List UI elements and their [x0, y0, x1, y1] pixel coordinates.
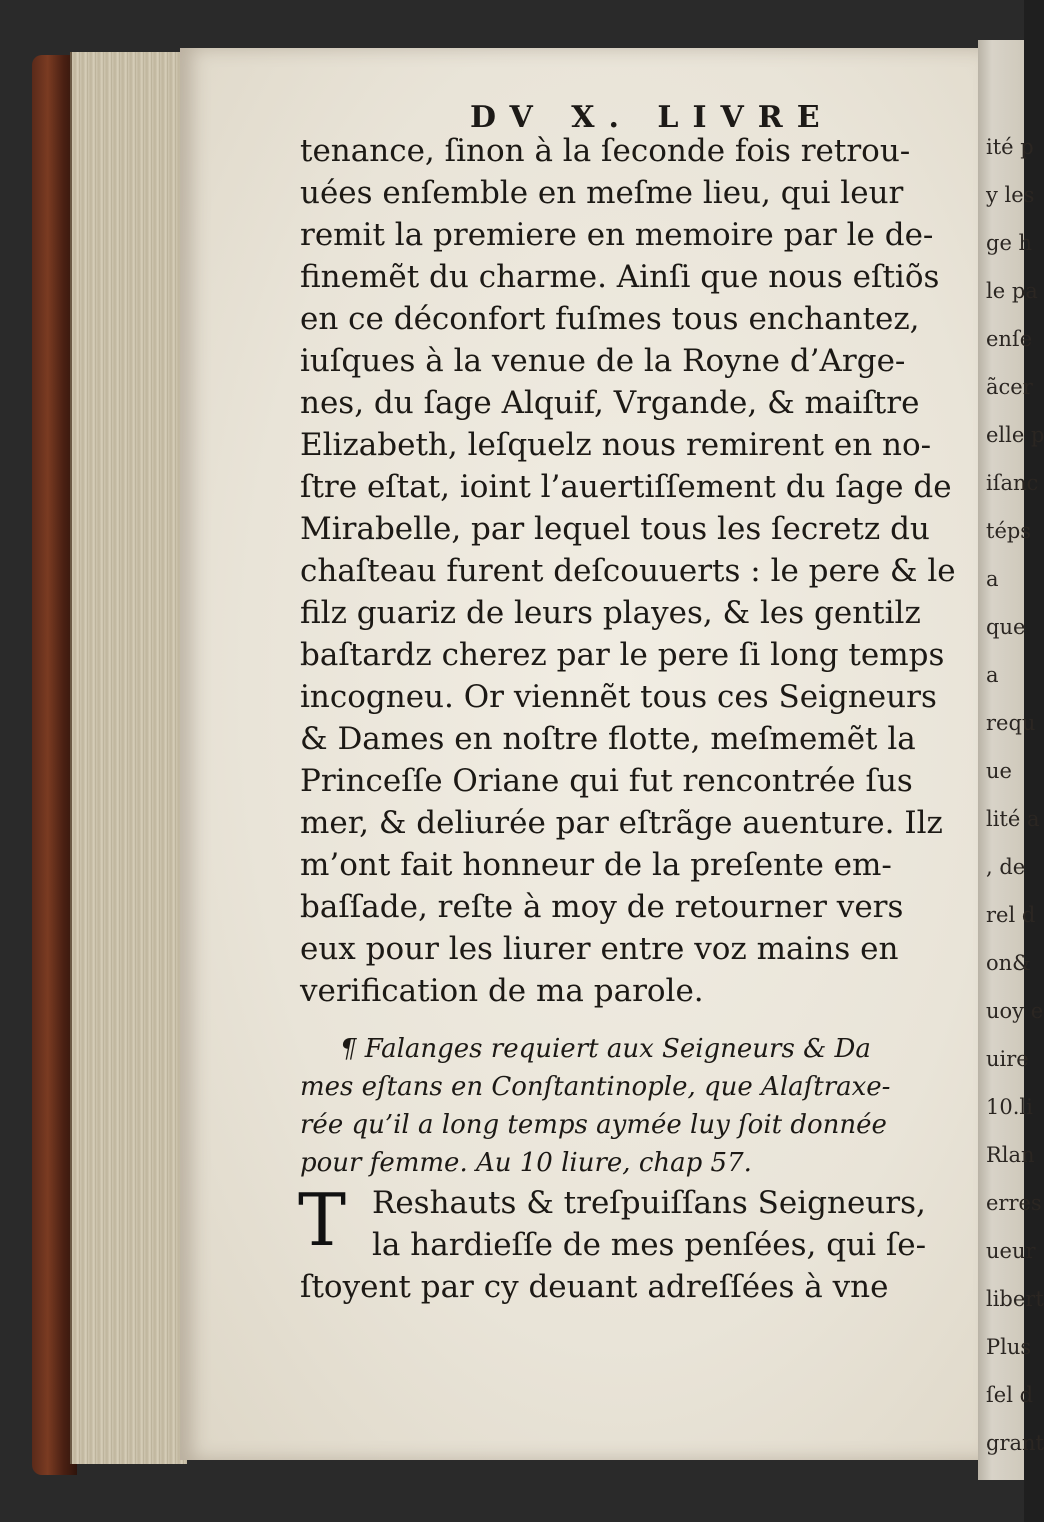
text-line: verification de ma parole. — [300, 973, 704, 1009]
facing-page-fragment: le pa — [986, 279, 1038, 303]
facing-page-fragment: ueur — [986, 1239, 1036, 1263]
text-line: uées enſemble en meſme lieu, qui leur — [300, 175, 904, 211]
facing-page-fragment: y les — [986, 183, 1035, 207]
facing-page-fragment: téps — [986, 519, 1032, 543]
running-head: DV X. LIVRE — [470, 100, 834, 135]
facing-page-fragment: ité p — [986, 135, 1034, 159]
facing-page — [978, 40, 1044, 1480]
heading-line: rée qu’il a long temps aymée luy ſoit donnée — [300, 1110, 887, 1140]
text-line: baſſade, reſte à moy de retourner vers — [300, 889, 904, 925]
facing-page-fragment: lité a — [986, 807, 1040, 831]
text-line: baſtardz cherez par le pere ſi long temps — [300, 637, 945, 673]
facing-page-fragment: grant — [986, 1431, 1044, 1455]
text-line: en ce déconfort fuſmes tous enchantez, — [300, 301, 920, 337]
text-line: ſtoyent par cy deuant adreſſées à vne — [300, 1269, 889, 1305]
facing-page-fragment: ſel d — [986, 1383, 1034, 1407]
facing-page-fragment: rel d — [986, 903, 1036, 927]
facing-page-fragment: ue — [986, 759, 1012, 783]
text-line: la hardieſſe de mes penſées, qui ſe- — [372, 1227, 927, 1263]
text-line: Mirabelle, par lequel tous les ſecretz du — [300, 511, 930, 547]
text-line: tenance, ſinon à la ſeconde fois retrou- — [300, 133, 911, 169]
body-text — [300, 130, 956, 1012]
facing-page-fragment: uire — [986, 1047, 1029, 1071]
facing-page-fragment: erres — [986, 1191, 1042, 1215]
text-line: eux pour les liurer entre voz mains en — [300, 931, 899, 967]
facing-page-fragment: , de — [986, 855, 1026, 879]
facing-page-fragment: ãcer — [986, 375, 1033, 399]
page-edges — [70, 52, 187, 1464]
facing-page-fragment: libert — [986, 1287, 1044, 1311]
drop-cap: T — [298, 1178, 347, 1262]
heading-line: ¶ Falanges requiert aux Seigneurs & Da — [340, 1034, 871, 1064]
text-line: ſtre eſtat, ioint l’auertiſſement du ſage de — [300, 469, 952, 505]
facing-page-fragment: ge h — [986, 231, 1033, 255]
text-line: chaſteau furent deſcouuerts : le pere & le — [300, 553, 956, 589]
chapter-heading — [300, 1030, 940, 1182]
text-line: iuſques à la venue de la Royne d’Arge- — [300, 343, 906, 379]
text-line: & Dames en noſtre flotte, meſmemẽt la — [300, 721, 916, 757]
facing-page-fragment: uoy e — [986, 999, 1044, 1023]
facing-page-fragment: Rlan — [986, 1143, 1035, 1167]
text-line: Princeſſe Oriane qui fut rencontrée ſus — [300, 763, 913, 799]
facing-page-fragment: que — [986, 615, 1026, 639]
text-line: finemẽt du charme. Ainſi que nous eſtiõs — [300, 259, 940, 295]
facing-page-fragment: requ — [986, 711, 1036, 735]
text-line: remit la premiere en memoire par le de- — [300, 217, 934, 253]
facing-page-fragment: on& — [986, 951, 1031, 975]
facing-page-fragment: a — [986, 567, 999, 591]
text-line: mer, & deliurée par eſtrãge auenture. Ilz — [300, 805, 943, 841]
heading-line: mes eſtans en Conſtantinople, que Alaſtraxe- — [300, 1072, 891, 1102]
text-line: nes, du ſage Alquif, Vrgande, & maiſtre — [300, 385, 920, 421]
facing-page-fragment: 10.li — [986, 1095, 1033, 1119]
facing-page-fragment: elle p — [986, 423, 1044, 447]
text-line: Elizabeth, leſquelz nous remirent en no- — [300, 427, 932, 463]
text-line: filz guariz de leurs playes, & les gentilz — [300, 595, 921, 631]
text-line: Reshauts & treſpuiſſans Seigneurs, — [372, 1185, 926, 1221]
heading-line: pour femme. Au 10 liure, chap 57. — [300, 1148, 752, 1178]
facing-page-fragment: a — [986, 663, 999, 687]
text-line: m’ont fait honneur de la preſente em- — [300, 847, 892, 883]
facing-page-fragment: iſanc — [986, 471, 1039, 495]
text-line: incogneu. Or viennẽt tous ces Seigneurs — [300, 679, 937, 715]
chapter-opening-paragraph — [298, 1178, 940, 1308]
facing-page-fragment: Plus — [986, 1335, 1032, 1359]
facing-page-fragment: enſe — [986, 327, 1033, 351]
